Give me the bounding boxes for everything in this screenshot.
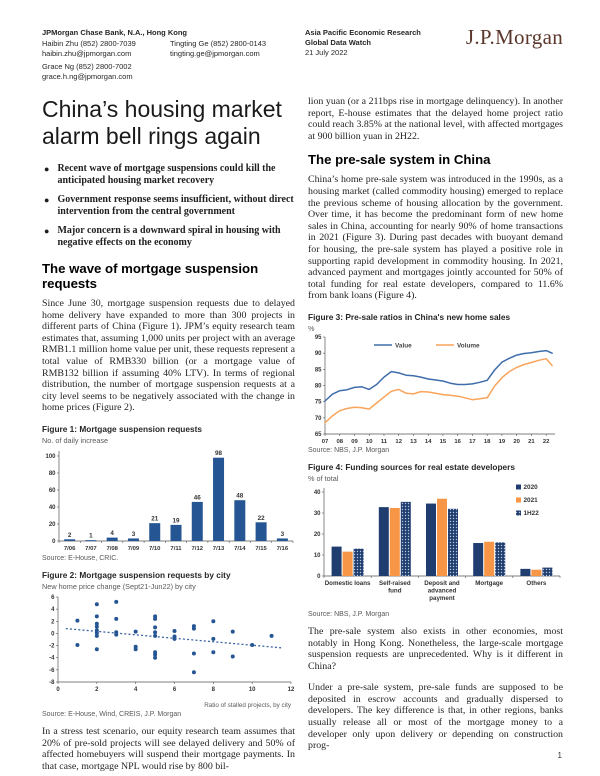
svg-text:4: 4 bbox=[51, 607, 55, 614]
svg-text:4: 4 bbox=[110, 530, 114, 538]
svg-text:07: 07 bbox=[321, 438, 329, 445]
analyst-email: tingting.ge@jpmorgan.com bbox=[170, 49, 260, 58]
body-paragraph: In a stress test scenario, our equity research team assumes that 20% of pre-sold projects will see delayed delivery and 50% of affected homebuyers will suspend their mortgage payments. In that case, mortgage NPL would rise by 800 bil- bbox=[42, 725, 295, 772]
figure3-source: Source: NBS, J.P. Morgan bbox=[308, 446, 390, 454]
research-group: Asia Pacific Economic Research bbox=[305, 28, 421, 37]
svg-text:Deposit and: Deposit and bbox=[424, 579, 460, 587]
svg-text:8: 8 bbox=[211, 686, 216, 693]
svg-text:fund: fund bbox=[388, 587, 402, 595]
svg-text:1H22: 1H22 bbox=[523, 509, 539, 517]
figure-1 bbox=[42, 424, 295, 562]
svg-text:80: 80 bbox=[314, 383, 322, 390]
svg-text:Ratio of stalled projects, by: Ratio of stalled projects, by city bbox=[204, 701, 291, 709]
svg-text:20: 20 bbox=[48, 521, 56, 528]
figure2-ylabel: New home price change (Sept21-Jun22) by city bbox=[42, 581, 196, 591]
svg-text:14: 14 bbox=[424, 438, 432, 445]
svg-text:7/11: 7/11 bbox=[170, 545, 182, 552]
svg-text:20: 20 bbox=[513, 438, 520, 445]
svg-text:13: 13 bbox=[410, 438, 417, 445]
publication-date: 21 July 2022 bbox=[305, 48, 348, 57]
svg-text:90: 90 bbox=[314, 351, 322, 358]
svg-text:6: 6 bbox=[172, 686, 177, 693]
svg-text:advanced: advanced bbox=[427, 587, 457, 595]
svg-text:10: 10 bbox=[248, 686, 256, 693]
header-publication-block bbox=[305, 28, 465, 58]
svg-text:7/09: 7/09 bbox=[127, 545, 140, 552]
svg-text:7/13: 7/13 bbox=[212, 545, 225, 552]
svg-text:6: 6 bbox=[51, 594, 55, 601]
svg-text:2: 2 bbox=[95, 686, 99, 693]
section-heading-presale: The pre-sale system in China bbox=[308, 152, 491, 168]
analyst-email: grace.h.ng@jpmorgan.com bbox=[42, 72, 133, 81]
svg-text:70: 70 bbox=[314, 415, 322, 422]
bullet-icon: ● bbox=[44, 226, 50, 236]
svg-text:2020: 2020 bbox=[523, 483, 538, 491]
body-paragraph: lion yuan (or a 211bps rise in mortgage delinquency). In another report, E-house estimates that the delayed home project ratio could reach 3.85% at the national level, with affected mortgages at 900 billion yuan in 2H22. bbox=[308, 96, 563, 142]
figure3-title: Figure 3: Pre-sale ratios in China's new home sales bbox=[308, 311, 511, 322]
svg-text:85: 85 bbox=[314, 367, 322, 374]
figure-3 bbox=[308, 312, 563, 454]
svg-text:46: 46 bbox=[193, 494, 201, 502]
summary-bullets bbox=[44, 163, 295, 249]
svg-text:2: 2 bbox=[67, 531, 72, 539]
svg-text:Value: Value bbox=[395, 342, 412, 350]
page-header bbox=[42, 25, 563, 82]
figure2-source: Source: E-House, Wind, CREIS, J.P. Morgan bbox=[42, 710, 182, 718]
figure4-title: Figure 4: Funding sources for real estate developers bbox=[308, 461, 516, 472]
svg-text:2: 2 bbox=[51, 619, 55, 626]
svg-text:-8: -8 bbox=[49, 679, 55, 686]
svg-text:-6: -6 bbox=[49, 667, 55, 674]
svg-text:21: 21 bbox=[151, 515, 159, 523]
svg-text:20: 20 bbox=[313, 531, 321, 538]
figure3-line-chart bbox=[308, 334, 563, 446]
svg-text:60: 60 bbox=[48, 487, 56, 494]
svg-text:7/16: 7/16 bbox=[276, 545, 289, 552]
svg-text:Volume: Volume bbox=[457, 342, 480, 350]
bullet-item bbox=[44, 163, 295, 187]
svg-text:-4: -4 bbox=[49, 655, 55, 662]
figure-4 bbox=[308, 462, 563, 618]
section-heading-wave: The wave of mortgage suspension requests bbox=[42, 261, 259, 291]
svg-text:22: 22 bbox=[542, 438, 550, 445]
svg-text:10: 10 bbox=[365, 438, 373, 445]
svg-text:3: 3 bbox=[280, 530, 285, 538]
left-column bbox=[42, 96, 295, 776]
svg-text:7/08: 7/08 bbox=[106, 545, 118, 552]
jpmorgan-logo: J.P.Morgan bbox=[465, 25, 563, 49]
figure1-bar-chart bbox=[42, 446, 295, 554]
figure2-scatter-chart bbox=[42, 592, 295, 710]
svg-text:4: 4 bbox=[133, 686, 138, 693]
svg-text:Self-raised: Self-raised bbox=[378, 579, 411, 587]
svg-text:48: 48 bbox=[236, 492, 244, 500]
bullet-text: Government response seems insufficient, without direct intervention from the central government bbox=[57, 194, 294, 217]
figure4-source: Source: NBS, J.P. Morgan bbox=[308, 610, 390, 618]
svg-text:0: 0 bbox=[52, 538, 56, 545]
figure4-grouped-bar-chart bbox=[308, 484, 563, 610]
body-paragraph: Under a pre-sale system, pre-sale funds are supposed to be deposited in escrow accounts and gradually dispersed to developers. The key difference is that, in other regions, banks usually release all or most of the mortgage money to a developer only upon delivery or depending on construction prog- bbox=[308, 682, 563, 752]
bullet-text: Major concern is a downward spiral in housing with negative effects on the economy bbox=[57, 225, 281, 248]
svg-text:95: 95 bbox=[314, 334, 322, 341]
figure1-ylabel: No. of daily increase bbox=[42, 435, 109, 445]
svg-text:7/06: 7/06 bbox=[63, 545, 76, 552]
body-paragraph: Since June 30, mortgage suspension requests due to delayed home delivery have expanded to more than 300 projects in different parts of China (Figure 1). JPM’s equity research team estimates that, assuming 1,000 units per project with an average RMB1.1 million home value per unit, these requests represent a total value of RMB330 billion (or a mortgage value of RMB132 billion if assuming 40% LTV). In terms of regional distribution, the number of mortgage suspension requests at a city level seems to be negatively associated with the change in home prices (Figure 2). bbox=[42, 298, 295, 414]
svg-text:65: 65 bbox=[314, 431, 322, 438]
svg-text:Mortgage: Mortgage bbox=[475, 579, 504, 587]
header-contacts-block bbox=[42, 28, 305, 82]
svg-text:100: 100 bbox=[45, 453, 56, 460]
body-paragraph: China’s home pre-sale system was introduced in the 1990s, as a housing market (called commodity housing) emerged to replace the previous scheme of housing allocation by the government. Over time, it has become the predominant form of new home sales in China, accounting for nearly 90% of home transactions in 2021 (Figure 3). During past decades with buoyant demand for housing, the pre-sale system has played a positive role in supporting rapid development in commodity housing. In 2021, advanced payment and mortgages jointly accounted for 50% of total funding for real estate developers, compared to 11.6% from bank loans (Figure 4). bbox=[308, 174, 563, 302]
svg-text:11: 11 bbox=[380, 438, 388, 445]
analyst-name: Grace Ng (852) 2800-7002 bbox=[42, 62, 132, 71]
svg-text:40: 40 bbox=[313, 489, 321, 496]
svg-text:22: 22 bbox=[257, 514, 265, 522]
svg-text:08: 08 bbox=[336, 438, 344, 445]
bullet-icon: ● bbox=[44, 164, 50, 174]
svg-text:7/07: 7/07 bbox=[85, 545, 97, 552]
analyst-name: Tingting Ge (852) 2800-0143 bbox=[170, 39, 267, 48]
svg-text:30: 30 bbox=[313, 510, 321, 517]
svg-text:7/10: 7/10 bbox=[148, 545, 161, 552]
figure1-source: Source: E-House, CRIC. bbox=[42, 554, 119, 562]
svg-text:1: 1 bbox=[89, 532, 93, 540]
svg-text:3: 3 bbox=[131, 530, 136, 538]
analyst-name: Haibin Zhu (852) 2800-7039 bbox=[42, 39, 136, 48]
svg-text:7/12: 7/12 bbox=[191, 545, 204, 552]
figure4-unit-label: % of total bbox=[308, 473, 339, 483]
svg-text:7/14: 7/14 bbox=[234, 545, 246, 552]
svg-text:19: 19 bbox=[172, 517, 180, 525]
right-column bbox=[308, 96, 563, 776]
svg-text:0: 0 bbox=[56, 686, 60, 693]
svg-text:17: 17 bbox=[469, 438, 476, 445]
svg-text:80: 80 bbox=[48, 470, 56, 477]
bullet-text: Recent wave of mortgage suspensions could kill the anticipated housing market recovery bbox=[57, 163, 276, 186]
svg-text:09: 09 bbox=[351, 438, 358, 445]
svg-text:10: 10 bbox=[313, 552, 321, 559]
svg-text:12: 12 bbox=[287, 686, 295, 693]
svg-text:payment: payment bbox=[429, 594, 455, 602]
article-title: China’s housing market alarm bell rings again bbox=[42, 96, 282, 149]
svg-text:Others: Others bbox=[526, 579, 547, 587]
bullet-icon: ● bbox=[44, 195, 50, 205]
publication-name: Global Data Watch bbox=[305, 38, 371, 47]
bullet-item bbox=[44, 225, 295, 249]
svg-text:12: 12 bbox=[395, 438, 402, 445]
analyst-email: haibin.zhu@jpmorgan.com bbox=[42, 49, 132, 58]
svg-text:7/15: 7/15 bbox=[255, 545, 267, 552]
svg-text:21: 21 bbox=[528, 438, 535, 445]
figure1-title: Figure 1: Mortgage suspension requests bbox=[42, 423, 202, 434]
svg-text:15: 15 bbox=[439, 438, 447, 445]
body-paragraph: The pre-sale system also exists in other economies, most notably in Hong Kong. Nonetheless, the large-scale mortgage suspension requests are unprecedented. Why is it different in China? bbox=[308, 625, 563, 672]
svg-text:19: 19 bbox=[498, 438, 506, 445]
svg-text:16: 16 bbox=[454, 438, 461, 445]
svg-text:2021: 2021 bbox=[523, 496, 538, 504]
bullet-item bbox=[44, 194, 295, 218]
svg-text:-2: -2 bbox=[49, 643, 55, 650]
svg-text:98: 98 bbox=[215, 450, 223, 458]
svg-text:0: 0 bbox=[317, 573, 321, 580]
svg-text:18: 18 bbox=[483, 438, 491, 445]
page-number: 1 bbox=[557, 751, 562, 760]
svg-text:75: 75 bbox=[314, 399, 322, 406]
svg-text:0: 0 bbox=[51, 631, 55, 638]
bank-name: JPMorgan Chase Bank, N.A., Hong Kong bbox=[42, 28, 188, 37]
figure-2 bbox=[42, 570, 295, 718]
svg-text:40: 40 bbox=[48, 504, 56, 511]
figure3-unit-label: % bbox=[308, 323, 315, 333]
figure2-title: Figure 2: Mortgage suspension requests by city bbox=[42, 569, 231, 580]
svg-text:Domestic loans: Domestic loans bbox=[324, 579, 371, 587]
